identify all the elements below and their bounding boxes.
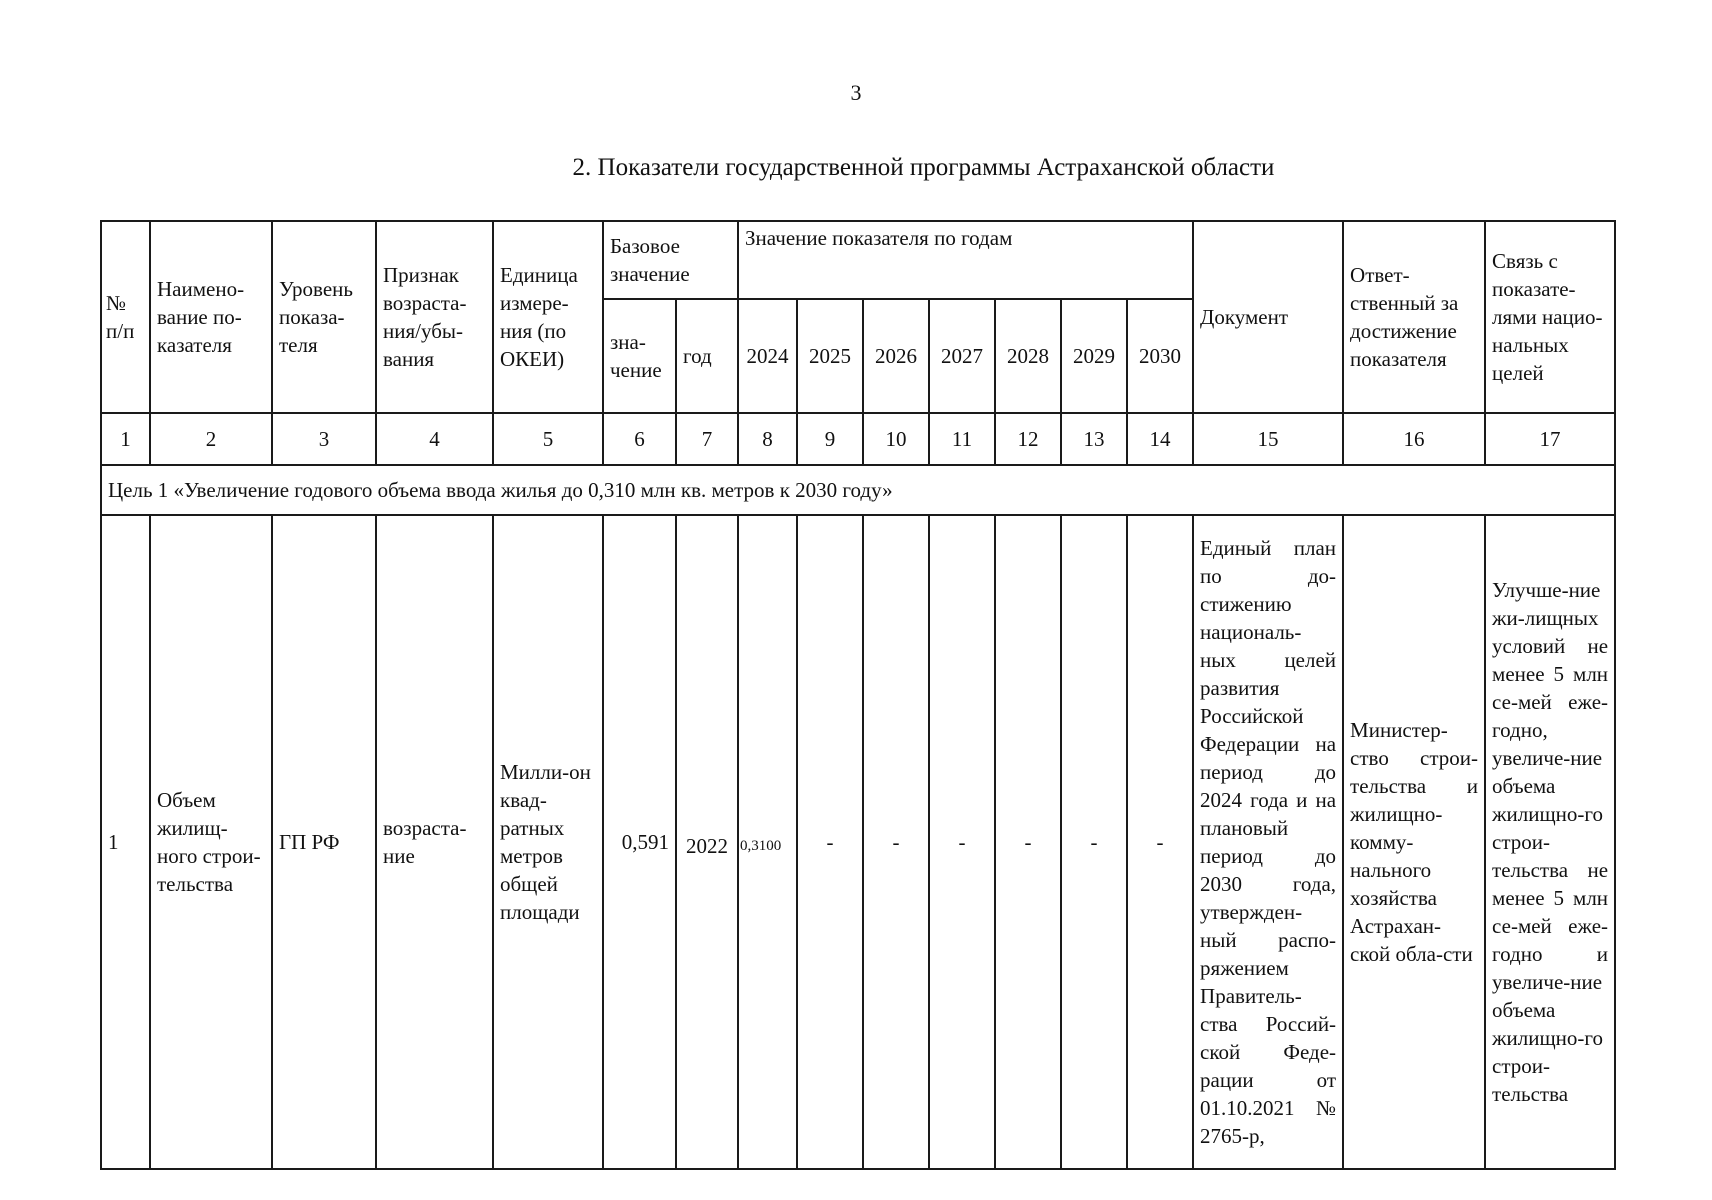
row-level: ГП РФ (272, 515, 376, 1169)
row-document: Единый план по до-стижению националь-ных целей развития Российской Федерации на период до 2024 года и на плановый период до 2030 года, утвержден-ный распо-ряжением Правитель-ства Россий-ской Феде-рации от 01.10.2021 № 2765-р, (1193, 515, 1343, 1169)
row-base-year: 2022 (676, 515, 738, 1169)
column-number: 15 (1193, 413, 1343, 465)
row-value-2025: - (797, 515, 863, 1169)
column-number: 12 (995, 413, 1061, 465)
header-year-2026: 2026 (863, 299, 929, 413)
header-year-2030: 2030 (1127, 299, 1193, 413)
column-number: 4 (376, 413, 493, 465)
header-document: Документ (1193, 221, 1343, 413)
header-base: Базовое значение (603, 221, 738, 299)
page-number: 3 (850, 80, 862, 105)
column-number: 2 (150, 413, 272, 465)
column-number: 10 (863, 413, 929, 465)
header-base-year: год (676, 299, 738, 413)
header-by-years: Значение показателя по годам (738, 221, 1193, 299)
header-responsible: Ответ-ственный за достижение показателя (1343, 221, 1485, 413)
header-sign: Признак возраста-ния/убы-вания (376, 221, 493, 413)
row-num: 1 (101, 515, 150, 1169)
column-number: 6 (603, 413, 676, 465)
column-number: 8 (738, 413, 797, 465)
column-number: 7 (676, 413, 738, 465)
header-num: № п/п (101, 221, 150, 413)
row-responsible: Министер-ство строи-тельства и жилищно-комму-нального хозяйства Астрахан-ской обла-сти (1343, 515, 1485, 1169)
header-unit: Единица измере-ния (по ОКЕИ) (493, 221, 603, 413)
section-title: 2. Показатели государственной программы Астраханской области (572, 154, 1275, 181)
header-level: Уровень показа-теля (272, 221, 376, 413)
row-value-2030: - (1127, 515, 1193, 1169)
header-year-2024: 2024 (738, 299, 797, 413)
header-base-value: зна-чение (603, 299, 676, 413)
indicators-table (100, 220, 1616, 1170)
column-number: 11 (929, 413, 995, 465)
row-value-2027: - (929, 515, 995, 1169)
column-number: 17 (1485, 413, 1615, 465)
column-number: 5 (493, 413, 603, 465)
column-number: 13 (1061, 413, 1127, 465)
header-year-2027: 2027 (929, 299, 995, 413)
column-number: 1 (101, 413, 150, 465)
column-number: 9 (797, 413, 863, 465)
header-year-2025: 2025 (797, 299, 863, 413)
header-name: Наимено-вание по-казателя (150, 221, 272, 413)
row-value-2029: - (1061, 515, 1127, 1169)
column-number: 3 (272, 413, 376, 465)
header-year-2029: 2029 (1061, 299, 1127, 413)
row-value-2024: 0,3100 (738, 515, 797, 1169)
header-year-2028: 2028 (995, 299, 1061, 413)
row-sign: возраста-ние (376, 515, 493, 1169)
row-indicator-name: Объем жилищ-ного строи-тельства (150, 515, 272, 1169)
row-value-2026: - (863, 515, 929, 1169)
row-value-2028: - (995, 515, 1061, 1169)
row-national-goals-link: Улучше-ние жи-лищных условий не менее 5 млн се-мей еже-годно, увеличе-ние объема жилищно-го строи-тельства не менее 5 млн се-мей еже-годно и увеличе-ние объема жилищно-го строи-тельства (1485, 515, 1615, 1169)
column-number: 14 (1127, 413, 1193, 465)
goal-row: Цель 1 «Увеличение годового объема ввода жилья до 0,310 млн кв. метров к 2030 году» (101, 465, 1615, 515)
row-unit: Милли-он квад-ратных метров общей площади (493, 515, 603, 1169)
column-number: 16 (1343, 413, 1485, 465)
row-base-value: 0,591 (603, 515, 676, 1169)
header-link: Связь с показате-лями нацио-нальных целей (1485, 221, 1615, 413)
